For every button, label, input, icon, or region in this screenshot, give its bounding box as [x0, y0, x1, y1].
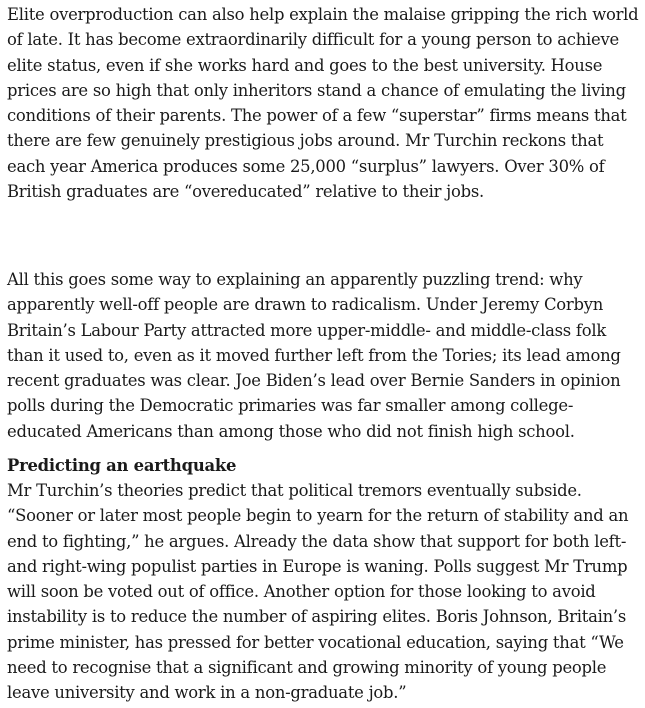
article-paragraph: Mr Turchin’s theories predict that political tremors eventually subside. “Sooner or later most people begin to yearn for the return of stability and an end to fighting,” he argues. Already the data show that support for both left- and right-wing populist parties in Europe is waning. Polls suggest Mr Trump will soon be voted out of office. Another option for those looking to avoid instability is to reduce the number of aspiring elites. Boris Johnson, Britain’s prime minister, has pressed for better vocational education, saying that “We need to recognise that a significant and growing minority of young people leave university and work in a non-graduate job.” [7, 481, 629, 703]
article-paragraph: All this goes some way to explaining an apparently puzzling trend: why apparently well-off people are drawn to radicalism. Under Jeremy Corbyn Britain’s Labour Party attracted more upper-middle- and middle-class folk than it used to, even as it moved further left from the Tories; its lead among recent graduates was clear. Joe Biden’s lead over Bernie Sanders in opinion polls during the Democratic primaries was far smaller among college-educated Americans than among those who did not finish high school. [7, 270, 621, 441]
article-paragraph: Elite overproduction can also help explain the malaise gripping the rich world of late. It has become extraordinarily difficult for a young person to achieve elite status, even if she works hard and goes to the best university. House prices are so high that only inheritors stand a chance of emulating the living conditions of their parents. The power of a few “superstar” firms means that there are few genuinely prestigious jobs around. Mr Turchin reckons that each year America produces some 25,000 “surplus” lawyers. Over 30% of British graduates are “overeducated” relative to their jobs. [7, 5, 639, 202]
section-heading: Predicting an earthquake [7, 456, 237, 475]
